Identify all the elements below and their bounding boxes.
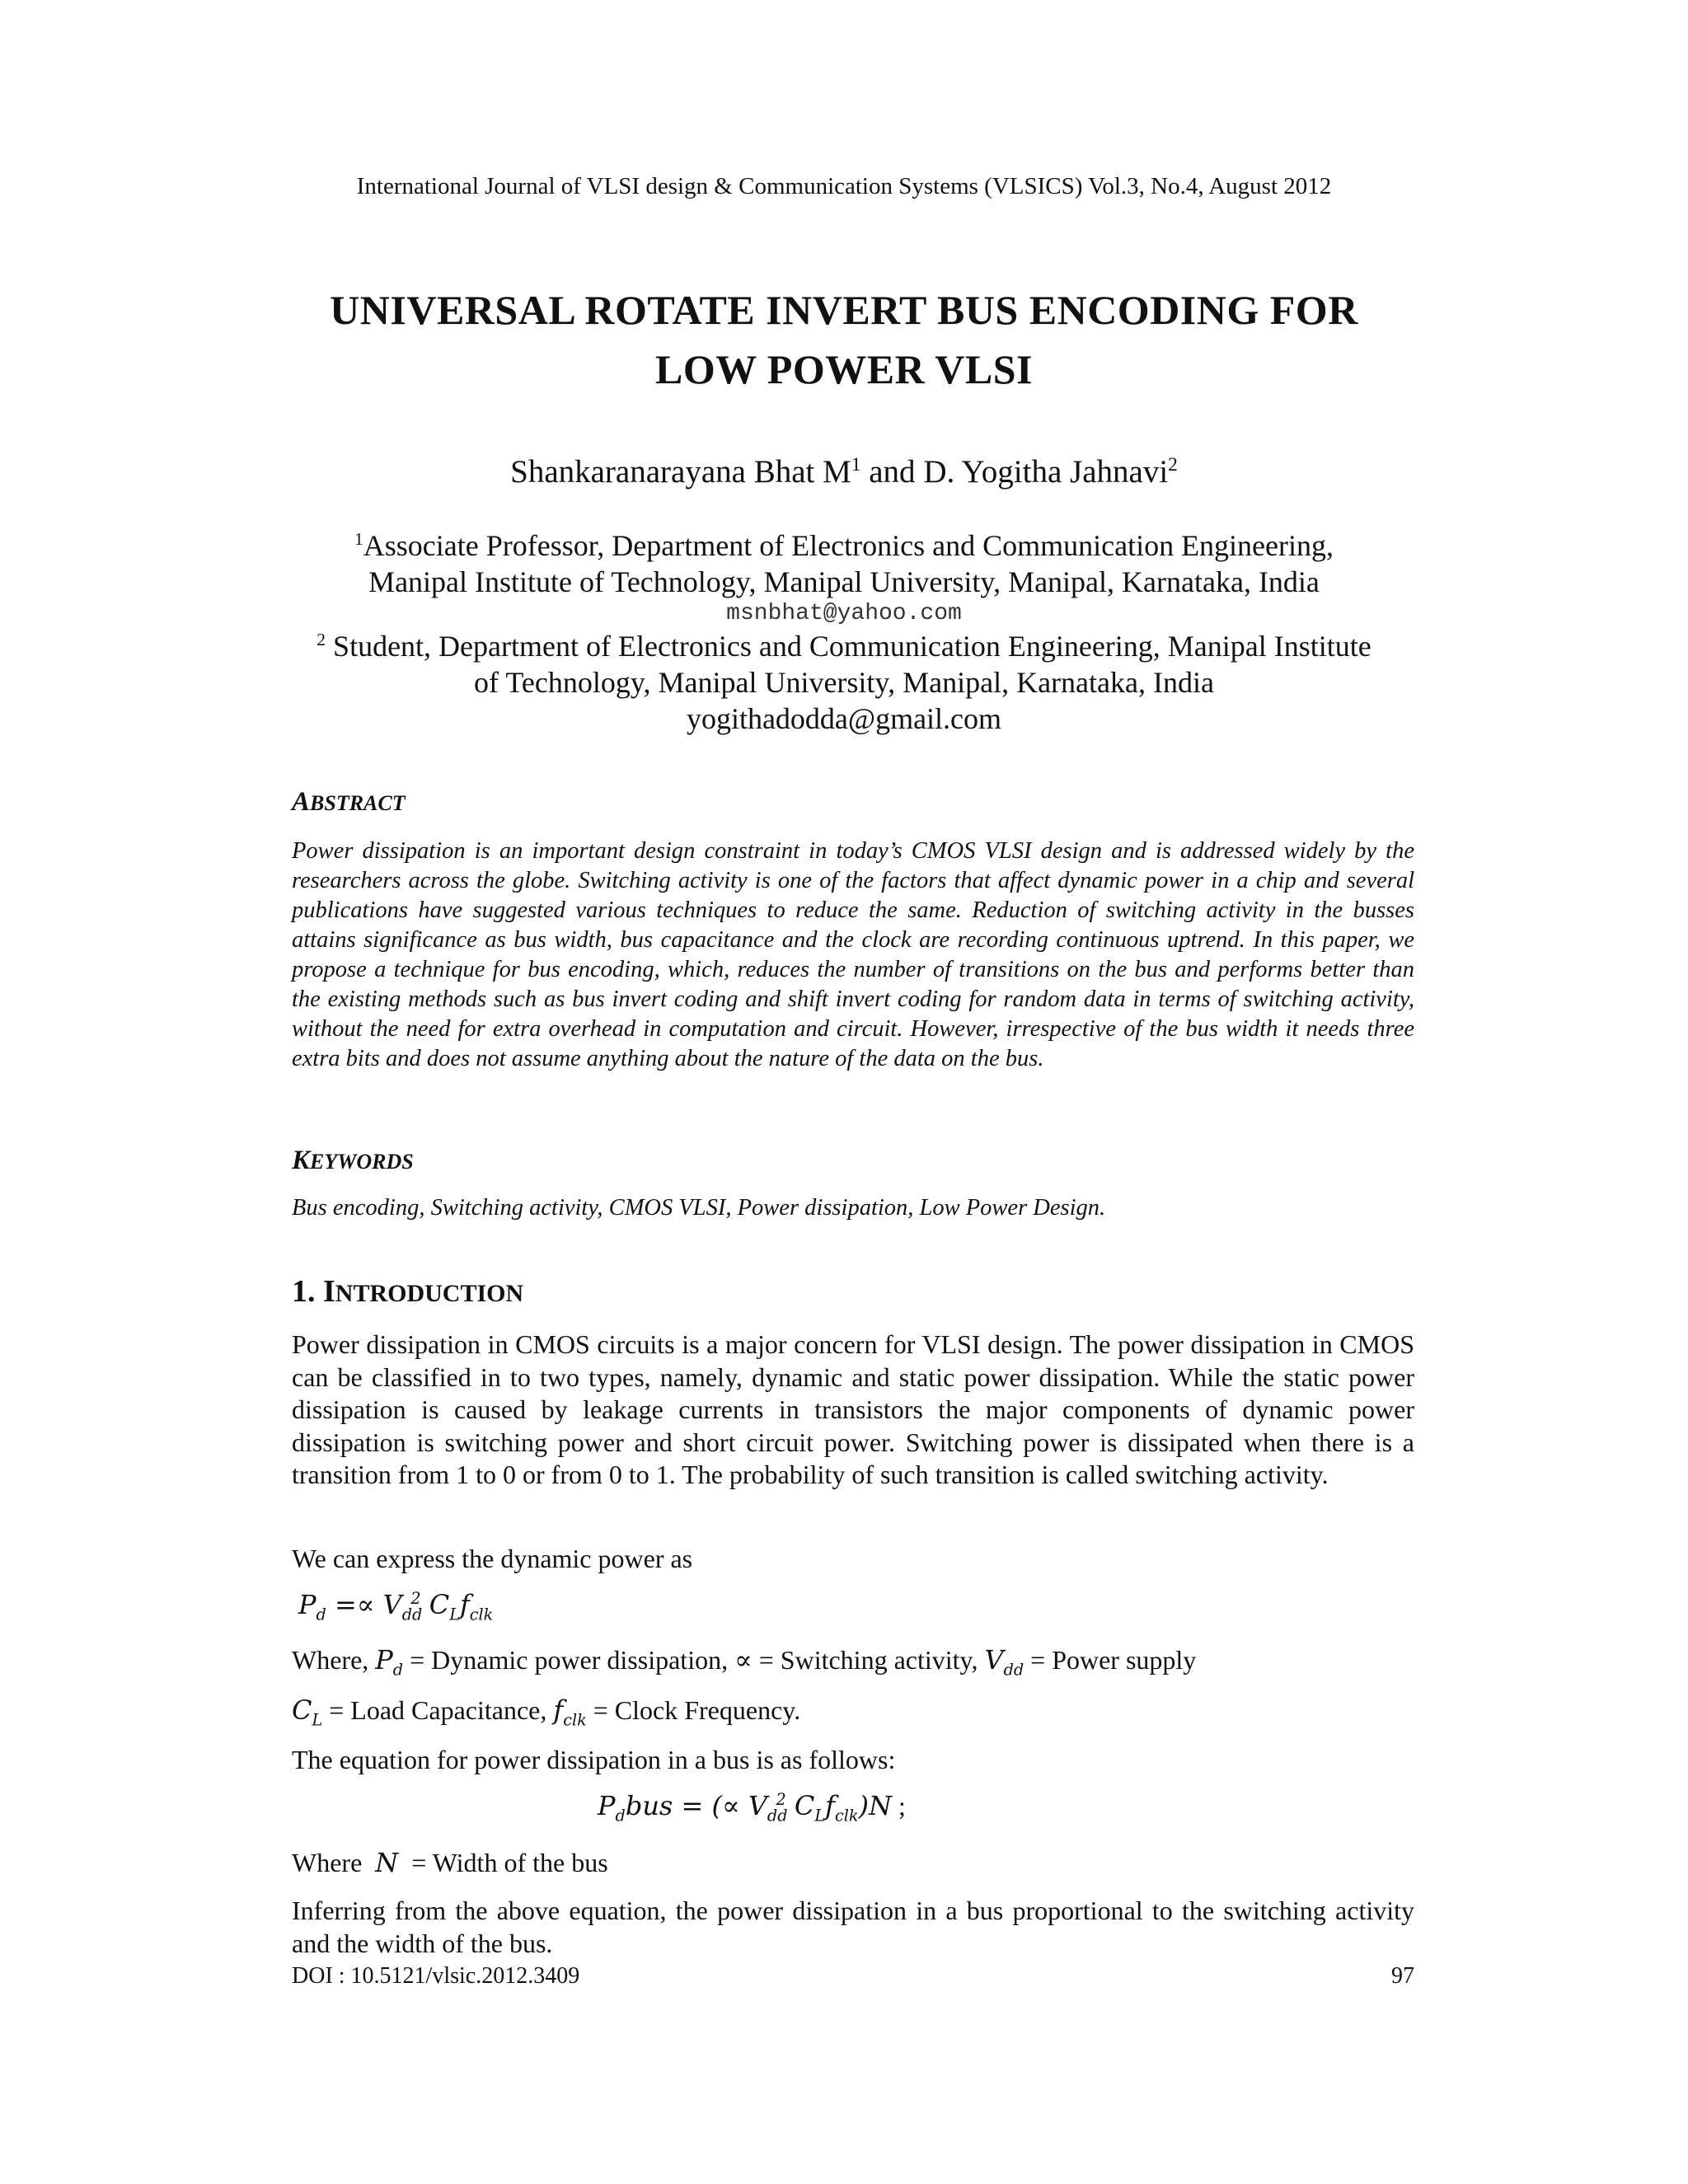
aff-2-line-1: Student, Department of Electronics and Communication Engineering, Manipal Institute bbox=[326, 630, 1372, 663]
aff-1-email[interactable]: msnbhat@yahoo.com bbox=[726, 601, 962, 626]
aff-2-email[interactable]: yogithadodda@gmail.com bbox=[686, 702, 1002, 735]
author-1: Shankaranarayana Bhat M bbox=[510, 454, 851, 490]
introduction-heading: 1. INTRODUCTION bbox=[292, 1274, 524, 1309]
author-2-sup: 2 bbox=[1168, 454, 1178, 476]
intro-paragraph-2: We can express the dynamic power as bbox=[292, 1544, 693, 1573]
intro-paragraph-3: The equation for power dissipation in a bus is as follows: bbox=[292, 1745, 896, 1774]
keywords-heading: KEYWORDS bbox=[292, 1146, 414, 1175]
title-line-1: UNIVERSAL ROTATE INVERT BUS ENCODING FOR bbox=[330, 287, 1358, 333]
keywords-body: Bus encoding, Switching activity, CMOS VLSI, Power dissipation, Low Power Design. bbox=[292, 1195, 1106, 1221]
affiliation-2 bbox=[0, 628, 1688, 737]
affiliation-1 bbox=[0, 527, 1688, 628]
aff-1-line-2: Manipal Institute of Technology, Manipal University, Manipal, Karnataka, India bbox=[368, 565, 1320, 598]
equation-bus-power: $P_dbus$ = (∝ $V_{dd}^2$ $C_Lf_{clk})N$ ; bbox=[598, 1790, 906, 1825]
aff-2-sup: 2 bbox=[316, 630, 326, 649]
equation-dynamic-power: $P_d =\propto V_{dd}^2$ $C_Lf_{clk}$ bbox=[298, 1589, 494, 1624]
author-conj: and bbox=[860, 454, 924, 490]
abstract-body: Power dissipation is an important design constraint in today’s CMOS VLSI design and is addressed widely by the researchers across the globe. Switching activity is one of the factors that affect dynamic power in a chip and several publications have suggested various techniques to reduce the same. Reduction of switching activity in the busses attains significance as bus width, bus capacitance and the clock are recording continuous uptrend. In this paper, we propose a technique for bus encoding, which, reduces the number of transitions on the bus and performs better than the existing methods such as bus invert coding and shift invert coding for random data in terms of switching activity, without the need for extra overhead in computation and circuit. However, irrespective of the bus width it needs three extra bits and does not assume anything about the nature of the data on the bus. bbox=[292, 838, 1414, 1071]
title-line-2: LOW POWER VLSI bbox=[654, 346, 1034, 392]
aff-1-sup: 1 bbox=[354, 529, 363, 549]
journal-header: International Journal of VLSI design & Communication Systems (VLSICS) Vol.3, No.4, August 2012 bbox=[356, 173, 1332, 199]
aff-2-line-2: of Technology, Manipal University, Manipal, Karnataka, India bbox=[474, 666, 1214, 699]
abstract-heading: ABSTRACT bbox=[292, 787, 406, 817]
author-1-sup: 1 bbox=[851, 454, 861, 476]
author-2: D. Yogitha Jahnavi bbox=[923, 454, 1169, 490]
paper-title bbox=[0, 280, 1688, 399]
intro-paragraph-4: Inferring from the above equation, the power dissipation in a bus proportional to the switching activity and the width of the bus. bbox=[292, 1896, 1414, 1958]
doi-footer[interactable]: DOI : 10.5121/vlsic.2012.3409 bbox=[292, 1963, 580, 1989]
intro-paragraph-1: Power dissipation in CMOS circuits is a major concern for VLSI design. The power dissipation in CMOS can be classified in to two types, namely, dynamic and static power dissipation. While the static power dissipation is caused by leakage currents in transistors the major components of dynamic power dissipation is switching power and short circuit power. Switching power is dissipated when there is a transition from 1 to 0 or from 0 to 1. The probability of such transition is called switching activity. bbox=[292, 1329, 1414, 1489]
author-list bbox=[0, 453, 1688, 490]
aff-1-line-1: Associate Professor, Department of Electronics and Communication Engineering, bbox=[363, 529, 1334, 562]
where-line-2: $C_L$ = Load Capacitance, $f_{clk}$ = Clock Frequency. bbox=[292, 1694, 801, 1730]
where-line-3: Where N = Width of the bus bbox=[292, 1847, 608, 1878]
page-number: 97 bbox=[1391, 1963, 1414, 1989]
where-line-1: Where, $P_d$ = Dynamic power dissipation, ∝ = Switching activity, $V_{dd}$ = Power supply bbox=[292, 1644, 1197, 1680]
